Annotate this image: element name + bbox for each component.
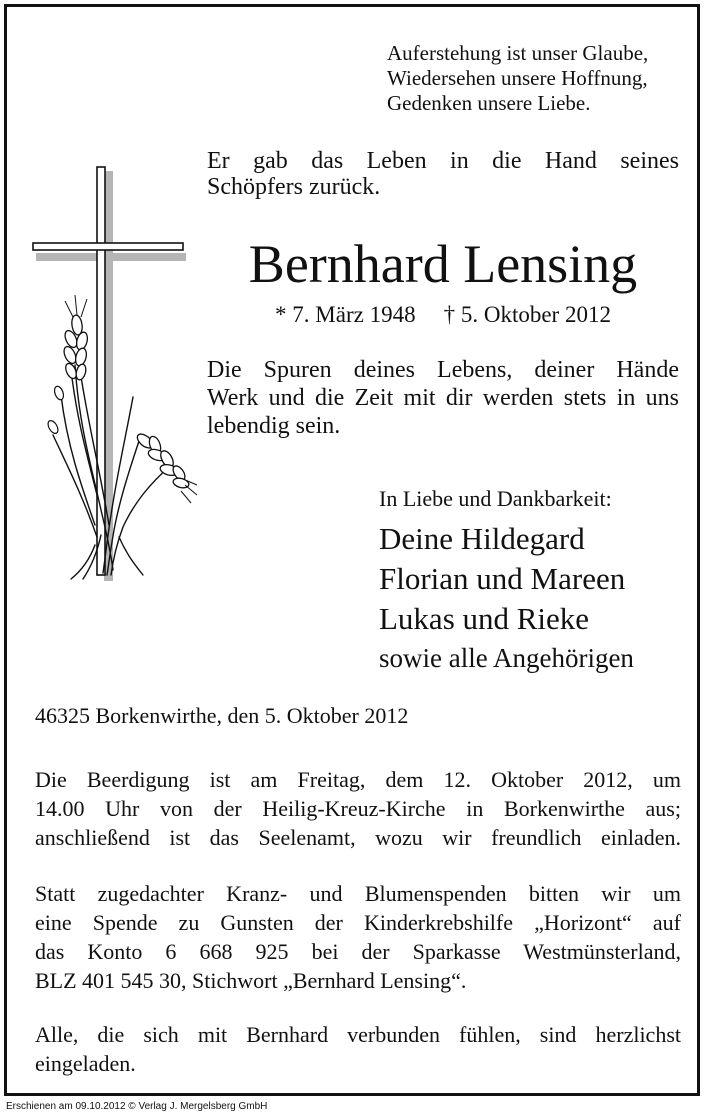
donation-line: BLZ 401 545 30, Stichwort „Bernhard Lensing“. xyxy=(35,968,467,993)
donation-line: das Konto 6 668 925 bei der Sparkasse Westmünsterland, xyxy=(35,939,681,964)
life-dates xyxy=(207,301,679,329)
intro-line: Schöpfers zurück. xyxy=(207,174,381,200)
donation-line: eine Spende zu Gunsten der Kinderkrebshilfe „Horizont“ auf xyxy=(35,910,681,935)
invitation-line: Alle, die sich mit Bernhard verbunden fühlen, sind herzlichst xyxy=(35,1022,681,1047)
verse-line: Die Spuren deines Lebens, deiner Hände xyxy=(207,357,679,383)
donation-line: Statt zugedachter Kranz- und Blumenspenden bitten wir um xyxy=(35,881,681,906)
invitation-line: eingeladen. xyxy=(35,1051,136,1076)
verse-line: Werk und die Zeit mit dir werden stets in uns xyxy=(207,385,679,411)
funeral-line: Die Beerdigung ist am Freitag, dem 12. Oktober 2012, um xyxy=(35,767,681,792)
motto-line: Gedenken unsere Liebe. xyxy=(387,91,591,115)
motto-line: Auferstehung ist unser Glaube, xyxy=(387,41,649,65)
memorial-verse xyxy=(207,356,679,440)
verse-line: lebendig sein. xyxy=(207,413,341,439)
motto-line: Wiedersehen unsere Hoffnung, xyxy=(387,66,648,90)
deceased-name: Bernhard Lensing xyxy=(248,234,638,294)
cross-with-wheat-icon xyxy=(31,165,201,585)
family-member: Deine Hildegard xyxy=(379,521,585,556)
funeral-info xyxy=(35,765,681,852)
place-date: 46325 Borkenwirthe, den 5. Oktober 2012 xyxy=(35,703,409,728)
motto xyxy=(387,41,687,116)
birth-date: * 7. März 1948 xyxy=(275,302,416,327)
family-relatives: sowie alle Angehörigen xyxy=(379,643,634,673)
obituary-notice xyxy=(4,4,700,1096)
intro-text xyxy=(207,148,679,200)
funeral-line: 14.00 Uhr von der Heilig-Kreuz-Kirche in Borkenwirthe aus; xyxy=(35,796,681,821)
thanks-line: In Liebe und Dankbarkeit: xyxy=(379,486,612,511)
publication-footer: Erschienen am 09.10.2012 © Verlag J. Mergelsberg GmbH xyxy=(6,1101,268,1112)
intro-line: Er gab das Leben in die Hand seines xyxy=(207,148,679,174)
invitation-info xyxy=(35,1020,681,1078)
funeral-line: anschließend ist das Seelenamt, wozu wir freundlich einladen. xyxy=(35,825,681,850)
family-member: Florian und Mareen xyxy=(379,561,626,596)
donation-info xyxy=(35,879,681,995)
death-date: † 5. Oktober 2012 xyxy=(443,302,611,327)
family-signatures xyxy=(379,519,634,677)
family-member: Lukas und Rieke xyxy=(379,601,590,636)
